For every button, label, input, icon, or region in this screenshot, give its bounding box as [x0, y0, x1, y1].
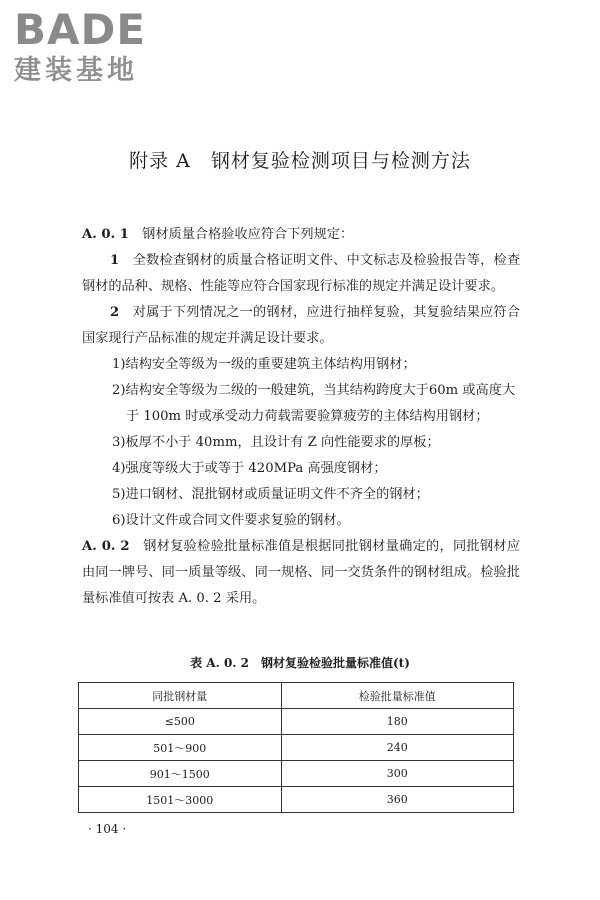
item-number: 1: [110, 253, 120, 268]
logo: [14, 6, 184, 88]
page-title: 附录 A 钢材复验检测项目与检测方法: [129, 150, 471, 172]
clause-item-2: [82, 300, 520, 352]
table-row: [79, 787, 514, 813]
sub-item-1: 1)结构安全等级为一级的重要建筑主体结构用钢材；: [112, 357, 416, 372]
sub-item-4: 4)强度等级大于或等于 420MPa 高强度钢材；: [112, 461, 387, 476]
clause-number: A. 0. 2: [82, 539, 130, 554]
logo-main-text: BADE: [14, 5, 147, 54]
table-cell: 180: [281, 709, 513, 735]
table-cell: 360: [281, 787, 513, 813]
sub-item-3: 3)板厚不小于 40mm，且设计有 Z 向性能要求的厚板；: [112, 435, 440, 450]
table-header-cell: 检验批量标准值: [281, 683, 513, 709]
clause-text: 钢材质量合格验收应符合下列规定：: [142, 227, 354, 242]
table-header-cell: 同批钢材量: [79, 683, 282, 709]
clause-a02: [82, 534, 520, 612]
table-caption: 表 A. 0. 2 钢材复验检验批量标准值(t): [190, 656, 410, 670]
clause-item-1: [82, 248, 520, 300]
logo-sub-text: 建装基地: [14, 55, 138, 86]
item-number: 2: [110, 305, 120, 320]
table-cell: 901～1500: [79, 761, 282, 787]
page-number: · 104 ·: [88, 822, 127, 836]
document-body: [82, 222, 520, 612]
sub-item-2: 2)结构安全等级为二级的一般建筑，当其结构跨度大于60m 或高度大于 100m 时或承受动力荷载需要验算疲劳的主体结构用钢材；: [112, 383, 516, 424]
sub-item-6: 6)设计文件或合同文件要求复验的钢材。: [112, 513, 350, 528]
table-cell: 300: [281, 761, 513, 787]
table-row: [79, 709, 514, 735]
clause-a01: [82, 222, 520, 248]
table-cell: 1501～3000: [79, 787, 282, 813]
clause-number: A. 0. 1: [82, 227, 129, 242]
table-cell: 501～900: [79, 735, 282, 761]
batch-standard-table: [78, 682, 514, 813]
table-row: [79, 735, 514, 761]
table-cell: ≤500: [79, 709, 282, 735]
table-cell: 240: [281, 735, 513, 761]
item-text: 对属于下列情况之一的钢材，应进行抽样复验，其复验结果应符合国家现行产品标准的规定并满足设计要求。: [82, 305, 521, 346]
table-row: [79, 761, 514, 787]
table-header-row: [79, 683, 514, 709]
item-text: 全数检查钢材的质量合格证明文件、中文标志及检验报告等，检查钢材的品种、规格、性能等应符合国家现行标准的规定并满足设计要求。: [82, 253, 521, 294]
clause-text: 钢材复验检验批量标准值是根据同批钢材量确定的，同批钢材应由同一牌号、同一质量等级、同一规格、同一交货条件的钢材组成。检验批量标准值可按表 A. 0. 2 采用。: [82, 539, 521, 606]
sub-item-5: 5)进口钢材、混批钢材或质量证明文件不齐全的钢材；: [112, 487, 429, 502]
